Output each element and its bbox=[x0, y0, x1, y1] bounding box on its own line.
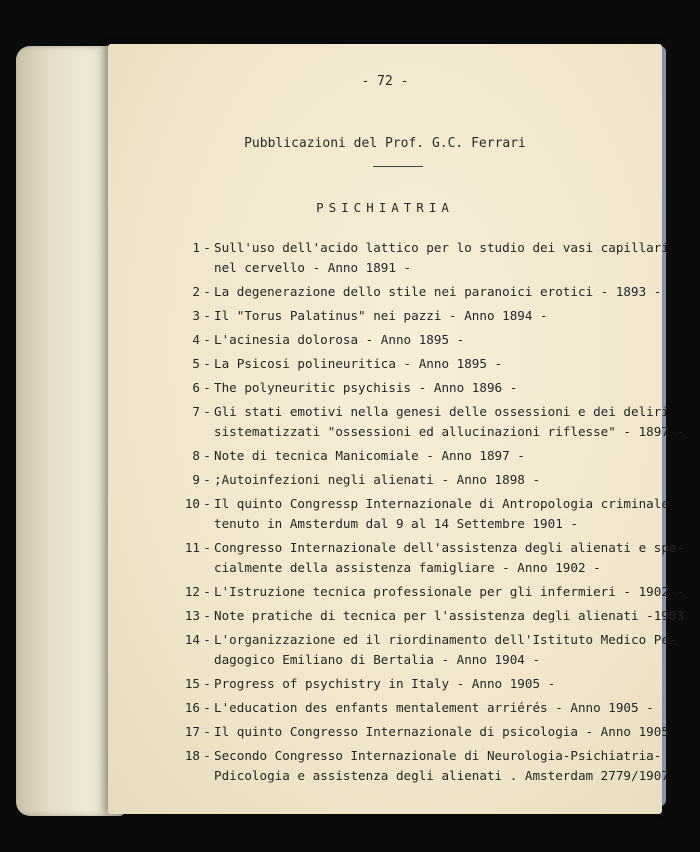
entry-text: Sull'uso dell'acido lattico per lo studio dei vasi capillari bbox=[214, 240, 669, 255]
entry-dash: - bbox=[203, 676, 211, 691]
entry-dash: - bbox=[203, 724, 211, 739]
entry-dash: - bbox=[203, 284, 211, 299]
entry-dash: - bbox=[203, 748, 211, 763]
entry-dash: - bbox=[203, 700, 211, 715]
publication-entry bbox=[170, 674, 662, 694]
publication-entry bbox=[170, 306, 662, 326]
entry-dash: - bbox=[203, 608, 211, 623]
entry-text-continued: tenuto in Amsterdum dal 9 al 14 Settembre 1901 - bbox=[214, 516, 578, 531]
entry-number: 16 bbox=[184, 700, 200, 715]
entry-text: L'Istruzione tecnica professionale per gli infermieri - 1902 - bbox=[214, 584, 685, 599]
publication-entry bbox=[170, 538, 685, 578]
entry-dash: - bbox=[203, 240, 211, 255]
publication-entry bbox=[170, 630, 677, 670]
entry-text: L'acinesia dolorosa - Anno 1895 - bbox=[214, 332, 465, 347]
entry-text: Secondo Congresso Internazionale di Neurologia-Psichiatria- bbox=[214, 748, 662, 763]
entry-text: Il quinto Congresso Internazionale di psicologia - Anno 1905 bbox=[214, 724, 669, 739]
entry-number: 12 bbox=[184, 584, 200, 599]
publication-entry bbox=[170, 238, 669, 278]
entry-number: 9 bbox=[192, 472, 200, 487]
publication-entry bbox=[170, 494, 669, 534]
entry-number: 1 bbox=[192, 240, 200, 255]
entry-text: L'education des enfants mentalement arriérés - Anno 1905 - bbox=[214, 700, 654, 715]
entry-dash: - bbox=[203, 308, 211, 323]
entry-text: L'organizzazione ed il riordinamento dell'Istituto Medico Pe- bbox=[214, 632, 677, 647]
publication-list bbox=[170, 238, 685, 790]
publication-entry bbox=[170, 402, 685, 442]
publication-entry bbox=[170, 378, 662, 398]
entry-text-continued: dagogico Emiliano di Bertalia - Anno 1904 - bbox=[214, 652, 541, 667]
entry-text: The polyneuritic psychisis - Anno 1896 - bbox=[214, 380, 518, 395]
entry-number: 13 bbox=[184, 608, 200, 623]
entry-text-continued: cialmente della assistenza famigliare - Anno 1902 - bbox=[214, 560, 601, 575]
document-title: Pubblicazioni del Prof. G.C. Ferrari bbox=[244, 136, 526, 151]
entry-dash: - bbox=[203, 472, 211, 487]
entry-number: 14 bbox=[184, 632, 200, 647]
entry-dash: - bbox=[203, 632, 211, 647]
publication-entry bbox=[170, 582, 685, 602]
entry-text: Note pratiche di tecnica per l'assistenza degli alienati -1903 bbox=[214, 608, 685, 623]
entry-dash: - bbox=[203, 540, 211, 555]
publication-entry bbox=[170, 282, 662, 302]
page-number: - 72 - bbox=[361, 74, 409, 89]
publication-entry bbox=[170, 698, 662, 718]
entry-text: La degenerazione dello stile nei paranoici erotici - 1893 - bbox=[214, 284, 662, 299]
entry-text: Congresso Internazionale dell'assistenza degli alienati e spe- bbox=[214, 540, 685, 555]
entry-number: 10 bbox=[184, 496, 200, 511]
publication-entry bbox=[170, 446, 662, 466]
publication-entry bbox=[170, 746, 669, 786]
entry-text-continued: sistematizzati "ossessioni ed allucinazioni riflesse" - 1897 - bbox=[214, 424, 685, 439]
entry-dash: - bbox=[203, 380, 211, 395]
title-underline bbox=[373, 166, 423, 167]
entry-number: 3 bbox=[192, 308, 200, 323]
entry-dash: - bbox=[203, 356, 211, 371]
entry-number: 17 bbox=[184, 724, 200, 739]
entry-number: 6 bbox=[192, 380, 200, 395]
entry-number: 11 bbox=[184, 540, 200, 555]
entry-number: 5 bbox=[192, 356, 200, 371]
entry-number: 4 bbox=[192, 332, 200, 347]
publication-entry bbox=[170, 722, 669, 742]
publication-entry bbox=[170, 470, 662, 490]
entry-number: 7 bbox=[192, 404, 200, 419]
entry-text: Il quinto Congressp Internazionale di Antropologia criminale bbox=[214, 496, 669, 511]
section-title: PSICHIATRIA bbox=[316, 200, 454, 215]
entry-number: 2 bbox=[192, 284, 200, 299]
entry-text: Progress of psychistry in Italy - Anno 1905 - bbox=[214, 676, 556, 691]
entry-number: 8 bbox=[192, 448, 200, 463]
publication-entry bbox=[170, 330, 662, 350]
entry-dash: - bbox=[203, 448, 211, 463]
entry-number: 15 bbox=[184, 676, 200, 691]
entry-text: Il "Torus Palatinus" nei pazzi - Anno 1894 - bbox=[214, 308, 548, 323]
entry-number: 18 bbox=[184, 748, 200, 763]
entry-dash: - bbox=[203, 332, 211, 347]
entry-text: Gli stati emotivi nella genesi delle ossessioni e dei deliri bbox=[214, 404, 669, 419]
publication-entry bbox=[170, 606, 685, 626]
entry-text: La Psicosi polineuritica - Anno 1895 - bbox=[214, 356, 503, 371]
entry-dash: - bbox=[203, 404, 211, 419]
entry-text-continued: nel cervello - Anno 1891 - bbox=[214, 260, 412, 275]
entry-text: ;Autoinfezioni negli alienati - Anno 1898 - bbox=[214, 472, 541, 487]
entry-text-continued: Pdicologia e assistenza degli alienati . Amsterdam 2779/1907 bbox=[214, 768, 669, 783]
publication-entry bbox=[170, 354, 662, 374]
entry-dash: - bbox=[203, 584, 211, 599]
entry-text: Note di tecnica Manicomiale - Anno 1897 - bbox=[214, 448, 525, 463]
entry-dash: - bbox=[203, 496, 211, 511]
document-page bbox=[108, 44, 685, 814]
